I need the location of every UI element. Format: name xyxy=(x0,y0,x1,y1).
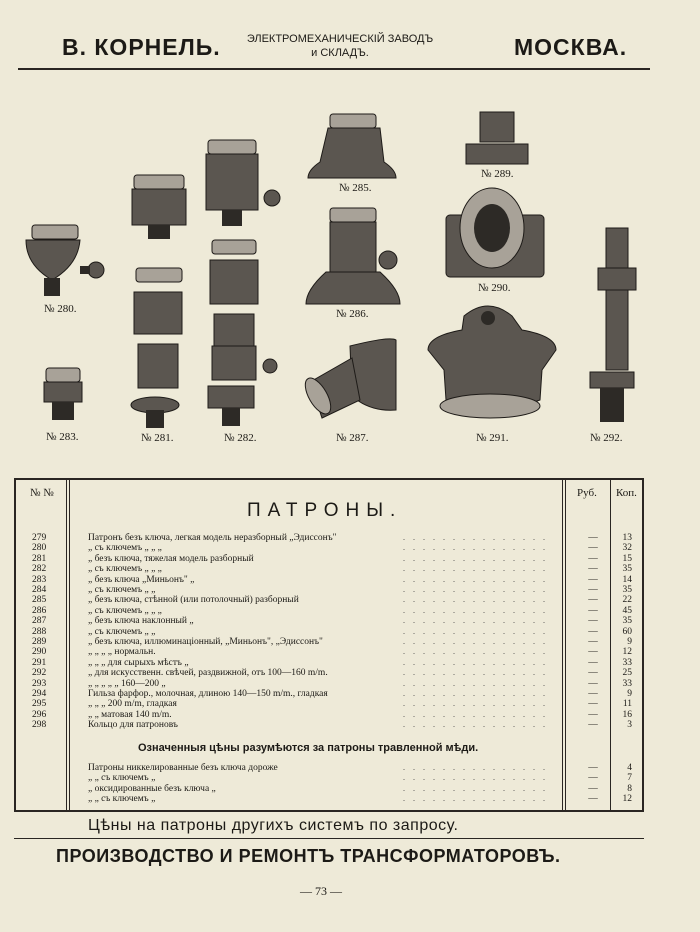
row-rubles: — xyxy=(588,657,598,668)
item-label-285: № 285. xyxy=(339,182,372,194)
item-label-292: № 292. xyxy=(590,432,623,444)
socket-292-image xyxy=(590,228,636,422)
row-number: 292 xyxy=(32,668,47,679)
socket-285-image xyxy=(308,114,396,178)
row-number: 288 xyxy=(32,626,47,637)
row-leader-dots: . . . . . . . . . . . . . . . xyxy=(403,699,548,709)
row-leader-dots: . . . . . . . . . . . . . . . xyxy=(403,783,548,793)
row-leader-dots: . . . . . . . . . . . . . . . xyxy=(403,626,548,636)
row-rubles: — xyxy=(588,773,598,784)
table-row xyxy=(14,647,644,658)
table-row xyxy=(14,543,644,554)
row-leader-dots: . . . . . . . . . . . . . . . xyxy=(403,574,548,584)
socket-282-image xyxy=(206,140,280,426)
row-kopeks: 9 xyxy=(627,689,632,699)
row-description: „ съ ключемъ „ „ xyxy=(88,585,156,595)
item-label-280: № 280. xyxy=(44,303,77,315)
item-label-287: № 287. xyxy=(336,432,369,444)
table-title: ПАТРОНЫ. xyxy=(247,500,403,521)
row-kopeks: 7 xyxy=(627,773,632,784)
table-row xyxy=(14,533,644,544)
row-rubles: — xyxy=(588,616,598,627)
table-row xyxy=(14,699,644,710)
row-leader-dots: . . . . . . . . . . . . . . . xyxy=(403,553,548,563)
row-kopeks: 3 xyxy=(627,720,632,731)
row-rubles: — xyxy=(588,553,598,564)
table-row xyxy=(14,763,644,774)
row-number: 280 xyxy=(32,543,47,554)
row-description: „ „ „ „ нормальн. xyxy=(88,647,156,658)
table-row xyxy=(14,595,644,606)
row-rubles: — xyxy=(588,543,598,554)
row-leader-dots: . . . . . . . . . . . . . . . xyxy=(403,595,548,605)
table-row xyxy=(14,710,644,721)
row-leader-dots: . . . . . . . . . . . . . . . xyxy=(403,616,548,626)
row-leader-dots: . . . . . . . . . . . . . . . xyxy=(403,763,548,772)
row-description: „ безъ ключа, иллюминацiонный, „Миньонъ", „Эдиссонъ" xyxy=(88,637,323,647)
row-description: „ безъ ключа наклонный „ xyxy=(88,616,194,627)
row-kopeks: 12 xyxy=(622,647,632,658)
row-rubles: — xyxy=(588,564,598,575)
row-number: 287 xyxy=(32,616,47,627)
row-number: 279 xyxy=(32,533,47,543)
company-name: В. КОРНЕЛЬ. xyxy=(62,34,221,60)
table-row xyxy=(14,689,644,700)
row-number: 281 xyxy=(32,553,47,564)
row-kopeks: 11 xyxy=(622,699,632,710)
item-label-291: № 291. xyxy=(476,432,509,444)
row-number: 289 xyxy=(32,637,47,647)
footer-headline: ПРОИЗВОДСТВО И РЕМОНТЪ ТРАНСФОРМАТОРОВЪ. xyxy=(56,846,561,866)
city-name: МОСКВА. xyxy=(514,34,628,60)
column-header-no: № № xyxy=(30,487,54,499)
row-kopeks: 13 xyxy=(622,533,632,543)
row-rubles: — xyxy=(588,794,598,805)
row-description: „ „ „ „ „ 160—200 „ xyxy=(88,678,166,689)
footer-rule xyxy=(14,838,644,839)
row-description: „ для искусственн. свѣчей, раздвижной, отъ 100—160 m/m. xyxy=(88,668,328,679)
row-number: 296 xyxy=(32,709,47,720)
row-description: „ съ ключемъ „ „ „ xyxy=(88,605,162,616)
row-rubles: — xyxy=(588,647,598,658)
row-leader-dots: . . . . . . . . . . . . . . . xyxy=(403,709,548,719)
row-kopeks: 15 xyxy=(622,553,632,564)
row-number: 293 xyxy=(32,678,47,689)
row-kopeks: 16 xyxy=(622,709,632,720)
table-row xyxy=(14,658,644,669)
socket-291-image xyxy=(428,306,556,418)
row-description: „ „ матовая 140 m/m. xyxy=(88,709,172,720)
row-rubles: — xyxy=(588,626,598,637)
table-row xyxy=(14,575,644,586)
item-label-289: № 289. xyxy=(481,168,514,180)
row-rubles: — xyxy=(588,595,598,606)
socket-289-image xyxy=(466,112,528,164)
row-kopeks: 32 xyxy=(622,543,632,554)
row-leader-dots: . . . . . . . . . . . . . . . xyxy=(403,585,548,594)
table-note: Означенныя цѣны разумѣются за патроны травленной мѣди. xyxy=(138,742,479,754)
row-leader-dots: . . . . . . . . . . . . . . . xyxy=(403,794,548,804)
row-leader-dots: . . . . . . . . . . . . . . . xyxy=(403,689,548,698)
table-row xyxy=(14,616,644,627)
row-rubles: — xyxy=(588,585,598,595)
row-kopeks: 25 xyxy=(622,668,632,679)
row-description: „ „ „ для сырыхъ мѣстъ „ xyxy=(88,657,189,668)
row-leader-dots: . . . . . . . . . . . . . . . xyxy=(403,637,548,646)
product-illustrations xyxy=(0,100,700,445)
row-description: „ безъ ключа, стѣнной (или потолочный) разборный xyxy=(88,595,299,606)
row-leader-dots: . . . . . . . . . . . . . . . xyxy=(403,668,548,678)
row-kopeks: 33 xyxy=(622,678,632,689)
row-kopeks: 35 xyxy=(622,564,632,575)
subtitle-line-2: и СКЛАДЪ. xyxy=(311,47,369,59)
row-number: 298 xyxy=(32,720,47,731)
row-leader-dots: . . . . . . . . . . . . . . . xyxy=(403,773,548,783)
row-leader-dots: . . . . . . . . . . . . . . . xyxy=(403,564,548,574)
row-description: „ безъ ключа, тяжелая модель разборный xyxy=(88,553,254,564)
row-rubles: — xyxy=(588,699,598,710)
table-row xyxy=(14,794,644,805)
socket-280-image xyxy=(26,225,104,296)
row-rubles: — xyxy=(588,783,598,794)
row-description: „ оксидированные безъ ключа „ xyxy=(88,783,216,794)
row-rubles: — xyxy=(588,763,598,773)
row-number: 291 xyxy=(32,657,47,668)
subtitle-line-1: ЭЛЕКТРОМЕХАНИЧЕСКIЙ ЗАВОДЪ xyxy=(246,33,434,45)
row-kopeks: 60 xyxy=(622,626,632,637)
row-kopeks: 33 xyxy=(622,657,632,668)
row-rubles: — xyxy=(588,574,598,585)
row-number: 282 xyxy=(32,564,47,575)
socket-281-image xyxy=(131,175,186,428)
row-description: Патроны никкелированные безъ ключа дороже xyxy=(88,763,278,773)
socket-287-image xyxy=(300,339,396,418)
row-rubles: — xyxy=(588,709,598,720)
page-number: — 73 — xyxy=(300,884,342,898)
header-rule xyxy=(18,68,650,70)
row-description: „ съ ключемъ „ „ „ xyxy=(88,564,162,575)
row-kopeks: 14 xyxy=(622,574,632,585)
row-rubles: — xyxy=(588,668,598,679)
row-rubles: — xyxy=(588,689,598,699)
row-number: 290 xyxy=(32,647,47,658)
row-description: „ „ съ ключемъ „ xyxy=(88,794,156,805)
row-kopeks: 12 xyxy=(622,794,632,805)
row-leader-dots: . . . . . . . . . . . . . . . xyxy=(403,657,548,667)
item-label-286: № 286. xyxy=(336,308,369,320)
row-description: Патронъ безъ ключа, легкая модель неразборный „Эдиссонъ" xyxy=(88,533,337,543)
row-rubles: — xyxy=(588,720,598,731)
row-description: „ съ ключемъ „ „ xyxy=(88,626,156,637)
row-kopeks: 45 xyxy=(622,605,632,616)
row-leader-dots: . . . . . . . . . . . . . . . xyxy=(403,678,548,688)
row-description: Кольцо для патроновъ xyxy=(88,720,178,731)
row-rubles: — xyxy=(588,533,598,543)
row-leader-dots: . . . . . . . . . . . . . . . xyxy=(403,543,548,553)
row-number: 284 xyxy=(32,585,47,595)
table-row xyxy=(14,773,644,784)
column-header-kop: Коп. xyxy=(616,487,637,499)
row-number: 294 xyxy=(32,689,47,699)
row-leader-dots: . . . . . . . . . . . . . . . xyxy=(403,647,548,657)
footer-note: Цѣны на патроны другихъ системъ по запросу. xyxy=(88,817,459,834)
row-leader-dots: . . . . . . . . . . . . . . . xyxy=(403,533,548,542)
row-number: 283 xyxy=(32,574,47,585)
table-row xyxy=(14,585,644,596)
row-kopeks: 9 xyxy=(627,637,632,647)
row-rubles: — xyxy=(588,605,598,616)
table-row xyxy=(14,606,644,617)
row-number: 295 xyxy=(32,699,47,710)
table-row xyxy=(14,627,644,638)
item-label-281: № 281. xyxy=(141,432,174,444)
table-row xyxy=(14,720,644,731)
row-description: Гильза фарфор., молочная, длиною 140—150 m/m., гладкая xyxy=(88,689,328,699)
row-kopeks: 35 xyxy=(622,585,632,595)
row-kopeks: 4 xyxy=(627,763,632,773)
item-label-282: № 282. xyxy=(224,432,257,444)
table-row xyxy=(14,784,644,795)
item-label-290: № 290. xyxy=(478,282,511,294)
row-kopeks: 22 xyxy=(622,595,632,606)
row-kopeks: 8 xyxy=(627,783,632,794)
item-label-283: № 283. xyxy=(46,431,79,443)
socket-286-image xyxy=(306,208,400,304)
row-description: „ безъ ключа „Миньонъ" „ xyxy=(88,574,195,585)
table-row xyxy=(14,564,644,575)
row-description: „ съ ключемъ „ „ „ xyxy=(88,543,162,554)
row-kopeks: 35 xyxy=(622,616,632,627)
row-rubles: — xyxy=(588,678,598,689)
row-leader-dots: . . . . . . . . . . . . . . . xyxy=(403,605,548,615)
table-row xyxy=(14,668,644,679)
company-subtitle xyxy=(240,32,440,60)
row-description: „ „ съ ключемъ „ xyxy=(88,773,156,784)
row-number: 285 xyxy=(32,595,47,606)
row-number: 286 xyxy=(32,605,47,616)
socket-290-image xyxy=(446,188,544,277)
table-row xyxy=(14,554,644,565)
socket-283-image xyxy=(44,368,82,420)
row-description: „ „ „ 200 m/m, гладкая xyxy=(88,699,177,710)
row-leader-dots: . . . . . . . . . . . . . . . xyxy=(403,720,548,730)
table-row xyxy=(14,637,644,648)
row-rubles: — xyxy=(588,637,598,647)
column-header-rub: Руб. xyxy=(577,487,597,499)
table-row xyxy=(14,679,644,690)
